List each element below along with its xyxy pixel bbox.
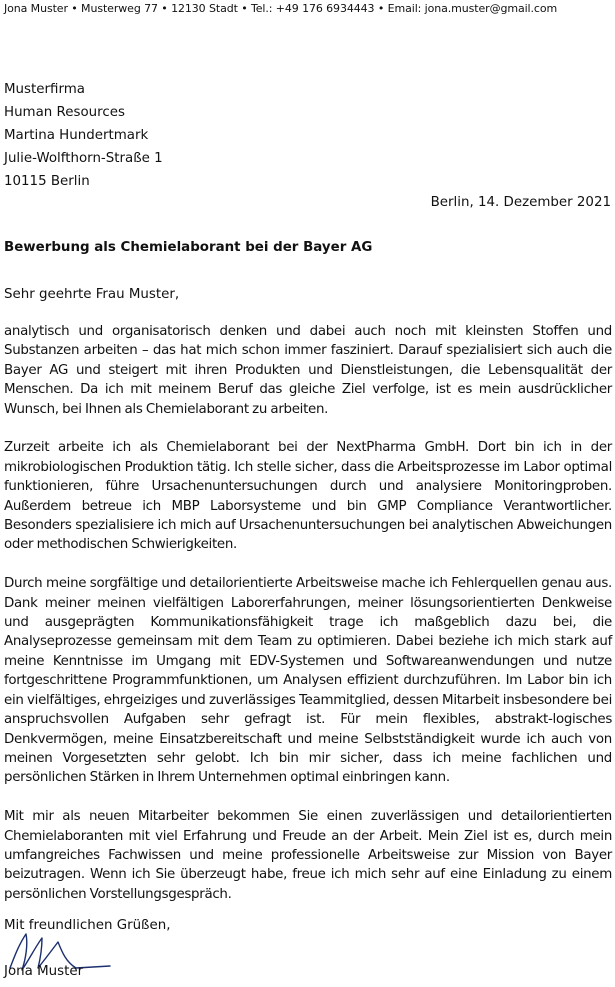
- letter-date: Berlin, 14. Dezember 2021: [430, 195, 611, 210]
- sender-header: Jona Muster • Musterweg 77 • 12130 Stadt • Tel.: +49 176 6934443 • Email: jona.muster@gmail.com: [4, 2, 558, 15]
- body-paragraph-4: Mit mir als neuen Mitarbeiter bekommen Sie einen zuverlässigen und detailorientierten Chemielaboranten mit viel Erfahrung und Freude an der Arbeit. Mein Ziel ist es, durch mein umfangreiches Fachwissen und meine professionelle Arbeitsweise zur Mission von Bayer beizutragen. Wenn ich Sie überzeugt habe, freue ich mich sehr auf eine Einladung zu einem persönlichen Vorstellungsgespräch.: [4, 809, 612, 902]
- recipient-city: 10115 Berlin: [4, 174, 90, 189]
- recipient-street: Julie-Wolfthorn-Straße 1: [4, 151, 163, 166]
- body-paragraph-3: Durch meine sorgfältige und detailorientierte Arbeitsweise mache ich Fehlerquellen genau aus. Dank meiner meinen vielfältigen Laborerfahrungen, meiner lösungsorientierten Denkweise und ausgeprägten Kommunikationsfähigkeit trage ich maßgeblich dazu bei, die Analyseprozesse gemeinsam mit dem Team zu optimieren. Dabei beziehe ich mich stark auf meine Kenntnisse im Umgang mit EDV-Systemen und Softwareanwendungen und nutze fortgeschrittene Programmfunktionen, um Analysen effizient durchzuführen. Im Labor bin ich ein vielfältiges, ehrgeiziges und zuverlässiges Teammitglied, dessen Mitarbeit insbesondere bei anspruchsvollen Aufgaben sehr gefragt ist. Für mein flexibles, abstrakt-logisches Denkvermögen, meine Einsatzbereitschaft und meine Selbstständigkeit wurde ich auch von meinen Vorgesetzten sehr gelobt. Ich bin mir sicher, dass ich meine fachlichen und persönlichen Stärken in Ihrem Unternehmen optimal einbringen kann.: [4, 576, 612, 786]
- body-paragraph-2: Zurzeit arbeite ich als Chemielaborant bei der NextPharma GmbH. Dort bin ich in der mikrobiologischen Produktion tätig. Ich stelle sicher, dass die Arbeitsprozesse im Labor optimal funktionieren, führe Ursachenuntersuchungen durch und analysiere Monitoringproben. Außerdem betreue ich MBP Laborsysteme und bin GMP Compliance Verantwortlicher. Besonders spezialisiere ich mich auf Ursachenuntersuchungen bei analytischen Abweichungen oder methodischen Schwierigkeiten.: [4, 440, 612, 553]
- signer-name: Jona Muster: [4, 964, 84, 979]
- closing-phrase: Mit freundlichen Grüßen,: [4, 918, 171, 933]
- letter-subject: Bewerbung als Chemielaborant bei der Bayer AG: [4, 240, 373, 255]
- recipient-address: [4, 78, 404, 193]
- recipient-department: Human Resources: [4, 105, 125, 120]
- body-paragraph-1: analytisch und organisatorisch denken und dabei auch noch mit kleinsten Stoffen und Substanzen arbeiten – das hat mich schon immer fasziniert. Darauf spezialisiert sich auch die Bayer AG und steigert mit ihren Produkten und Dienstleistungen, die Lebensqualität der Menschen. Da ich mit meinem Beruf das gleiche Ziel verfolge, ist es mein ausdrücklicher Wunsch, bei Ihnen als Chemielaborant zu arbeiten.: [4, 324, 612, 417]
- salutation: Sehr geehrte Frau Muster,: [4, 287, 180, 302]
- letter-body: [4, 322, 612, 924]
- recipient-name: Martina Hundertmark: [4, 128, 149, 143]
- recipient-company: Musterfirma: [4, 82, 85, 97]
